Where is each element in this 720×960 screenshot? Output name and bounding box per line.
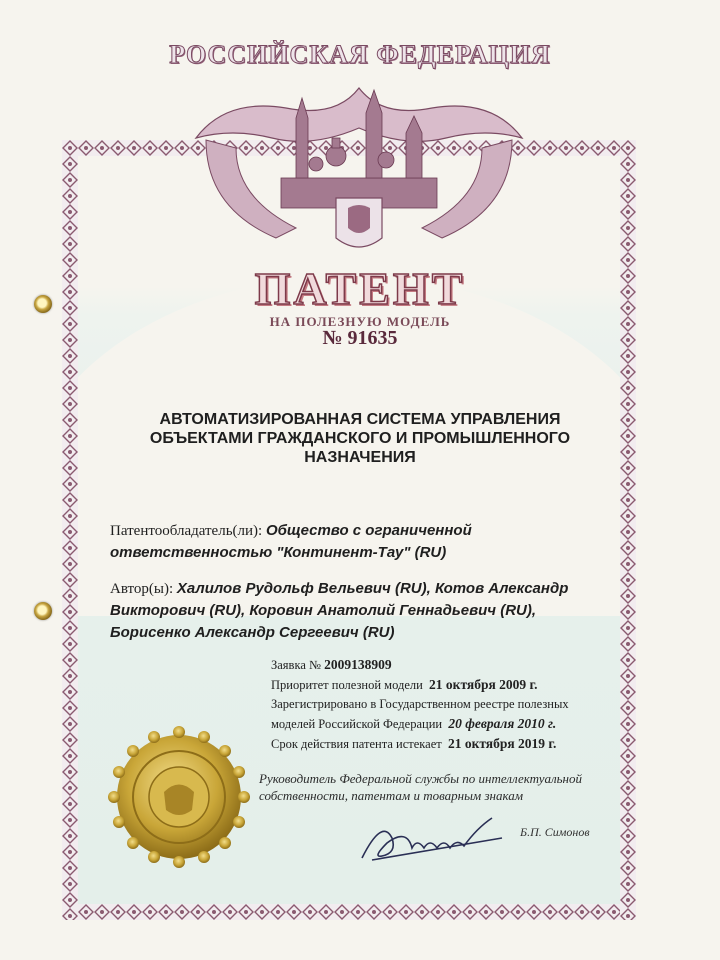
expiry-row bbox=[271, 734, 611, 754]
title-line: АВТОМАТИЗИРОВАННАЯ СИСТЕМА УПРАВЛЕНИЯ bbox=[159, 411, 561, 428]
signer-name: Б.П. Симонов bbox=[520, 825, 590, 839]
holder-label: Патентообладатель(ли): bbox=[110, 523, 263, 539]
registration-info bbox=[271, 655, 611, 754]
kremlin-emblem-icon bbox=[186, 78, 532, 260]
holder-value: Общество с ограниченной bbox=[265, 522, 472, 539]
chief-line: собственности, патентам и товарным знакам bbox=[259, 788, 524, 803]
priority-date: 21 октября 2009 г. bbox=[429, 677, 538, 692]
registered-label: моделей Российской Федерации bbox=[271, 717, 443, 731]
application-label: Заявка № bbox=[271, 658, 321, 672]
authors bbox=[110, 578, 590, 644]
authors-label: Автор(ы): bbox=[110, 581, 174, 597]
chief-title bbox=[259, 770, 631, 804]
border-left bbox=[62, 140, 78, 920]
gold-seal-icon bbox=[104, 722, 254, 872]
utility-model-label: НА ПОЛЕЗНУЮ МОДЕЛЬ bbox=[269, 314, 451, 329]
application-row bbox=[271, 655, 611, 675]
priority-row bbox=[271, 675, 611, 695]
registered-date: 20 февраля 2010 г. bbox=[448, 716, 557, 731]
priority-label: Приоритет полезной модели bbox=[271, 678, 423, 692]
chief-line: Руководитель Федеральной службы по интеллектуальной bbox=[259, 771, 583, 786]
expiry-label: Срок действия патента истекает bbox=[271, 737, 442, 751]
title-line: НАЗНАЧЕНИЯ bbox=[304, 449, 416, 466]
application-number: 2009138909 bbox=[324, 657, 392, 672]
country-heading: РОССИЙСКАЯ ФЕДЕРАЦИЯ bbox=[169, 40, 551, 69]
registered-row bbox=[271, 714, 611, 734]
border-bottom bbox=[62, 904, 636, 920]
patent-number: № 91635 bbox=[322, 327, 398, 349]
title-line: ОБЪЕКТАМИ ГРАЖДАНСКОГО И ПРОМЫШЛЕННОГО bbox=[149, 430, 571, 447]
handwritten-signature-icon bbox=[352, 808, 512, 870]
invention-title bbox=[110, 410, 610, 467]
authors-value: Викторович (RU), Коровин Анатолий Геннадьевич (RU), bbox=[110, 602, 537, 619]
holder-value: ответственностью "Континент-Тау" (RU) bbox=[110, 544, 447, 561]
authors-value: Халилов Рудольф Вельевич (RU), Котов Александр bbox=[176, 580, 569, 597]
binder-hole-bottom bbox=[34, 602, 52, 620]
registered-line: Зарегистрировано в Государственном реестре полезных bbox=[271, 697, 569, 711]
patent-holder bbox=[110, 520, 550, 564]
patent-heading: ПАТЕНТ bbox=[254, 263, 466, 314]
expiry-date: 21 октября 2019 г. bbox=[447, 736, 557, 751]
authors-value: Борисенко Александр Сергеевич (RU) bbox=[110, 624, 395, 641]
